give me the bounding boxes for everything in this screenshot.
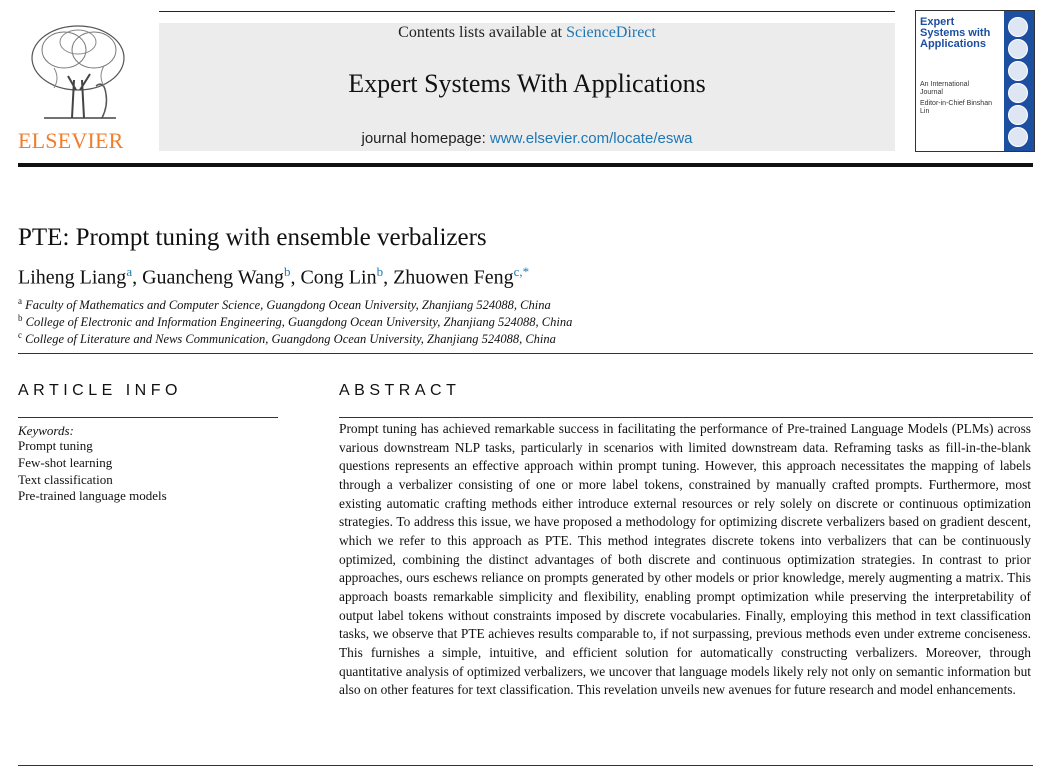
affiliation-b [18,313,572,330]
author-affiliation-mark[interactable]: b [376,264,384,279]
author-affiliation-mark[interactable]: a [126,264,133,279]
homepage-link[interactable]: www.elsevier.com/locate/eswa [489,130,693,147]
cover-subtitle-text: An International Journal [920,81,970,96]
footer-rule [18,765,1033,766]
header-divider [18,163,1033,167]
journal-title: Expert Systems With Applications [348,69,706,98]
cover-subtitle [920,81,992,116]
author-name: Guancheng Wang [142,266,284,289]
affiliation-a [18,296,551,313]
author-list [18,264,529,290]
abstract-heading: ABSTRACT [339,382,461,399]
elsevier-tree-icon [24,20,132,124]
homepage-prefix: journal homepage: [361,130,490,147]
author-name: Liheng Liang [18,266,127,289]
author-affiliation-mark[interactable]: c,* [513,264,530,279]
affiliation-mark: a [18,296,22,306]
affiliation-text: Faculty of Mathematics and Computer Science, Guangdong Ocean University, Zhanjiang 524088, China [25,298,551,313]
affiliation-text: College of Literature and News Communication, Guangdong Ocean University, Zhanjiang 524088, China [25,332,556,347]
journal-cover[interactable] [915,10,1035,152]
article-info-heading: ARTICLE INFO [18,382,182,399]
steering-wheel-icon [1008,17,1028,37]
author-separator: , [383,266,394,289]
author-separator: , [132,266,143,289]
affiliation-mark: b [18,313,23,323]
elsevier-logo[interactable] [18,20,136,152]
keywords-label: Keywords: [18,423,74,438]
elsevier-wordmark: ELSEVIER [18,128,124,153]
abstract-text: Prompt tuning has achieved remarkable success in facilitating the performance of Pre-trained Language Models (PLMs) across various downstream NLP tasks, particularly in scenarios with limited downstream data. Reframing tasks as fill-in-the-blank questions represents an effective approach within prompt tuning. However, this approach necessitates the mapping of labels through a verbalizer consisting of one or more label tokens, constrained by manually crafted prompts. Furthermore, most existing automatic crafting methods either introduce external resources or rely solely on discrete or continuous optimization strategies. To address this issue, we have proposed a methodology for optimizing discrete verbalizers based on gradient descent, which we refer to this approach as PTE. This method integrates discrete tokens into verbalizers that can be continuously optimized, combining the distinct advantages of both discrete and continuous optimization strategies. In contrast to prior approaches, ours eschews reliance on prompts generated by other models or prior knowledge, merely augmenting a matrix. This approach boasts remarkable simplicity and flexibility, enabling prompt optimization while preserving the interpretability of output label tokens without constraints imposed by discrete vocabularies. Finally, employing this method in text classification tasks, we observe that PTE achieves results comparable to, if not surpassing, previous methods even under extreme conciseness. This furnishes a simple, intuitive, and efficient solution for automatically constructing verbalizers. Moreover, through quantitative analysis of optimized verbalizers, we uncover that language models likely rely not only on semantic information but also on other features for text classification. This revelation unveils new avenues for future research and model enhancements. [339,421,1031,698]
header-top-rule [159,11,895,12]
author-separator: , [290,266,301,289]
title-divider [18,353,1033,354]
keyword: Pre-trained language models [18,488,167,503]
chart-icon [1008,61,1028,81]
affiliation-mark: c [18,330,22,340]
article-info-rule [18,417,278,418]
author-affiliation-mark[interactable]: b [283,264,291,279]
tool-icon [1008,127,1028,147]
journal-banner [159,23,895,151]
abstract-rule [339,417,1033,418]
medical-icon [1008,105,1028,125]
cover-editor: Editor-in-Chief Binshan Lin [920,100,992,115]
keyword: Text classification [18,472,113,487]
contents-prefix: Contents lists available at [398,24,567,41]
author-name: Cong Lin [300,266,377,289]
contents-line [159,24,895,42]
sciencedirect-link[interactable]: ScienceDirect [566,24,656,41]
author-name: Zhuowen Feng [393,266,514,289]
cover-title: Expert Systems with Applications [920,16,991,50]
affiliation-text: College of Electronic and Information Engineering, Guangdong Ocean University, Zhanjiang 524088, China [25,315,573,330]
keyword: Few-shot learning [18,455,113,470]
homepage-line [159,130,895,147]
affiliation-c [18,330,556,347]
gear-icon [1008,83,1028,103]
keyword: Prompt tuning [18,438,93,453]
paper-title: PTE: Prompt tuning with ensemble verbalizers [18,224,487,251]
globe-icon [1008,39,1028,59]
